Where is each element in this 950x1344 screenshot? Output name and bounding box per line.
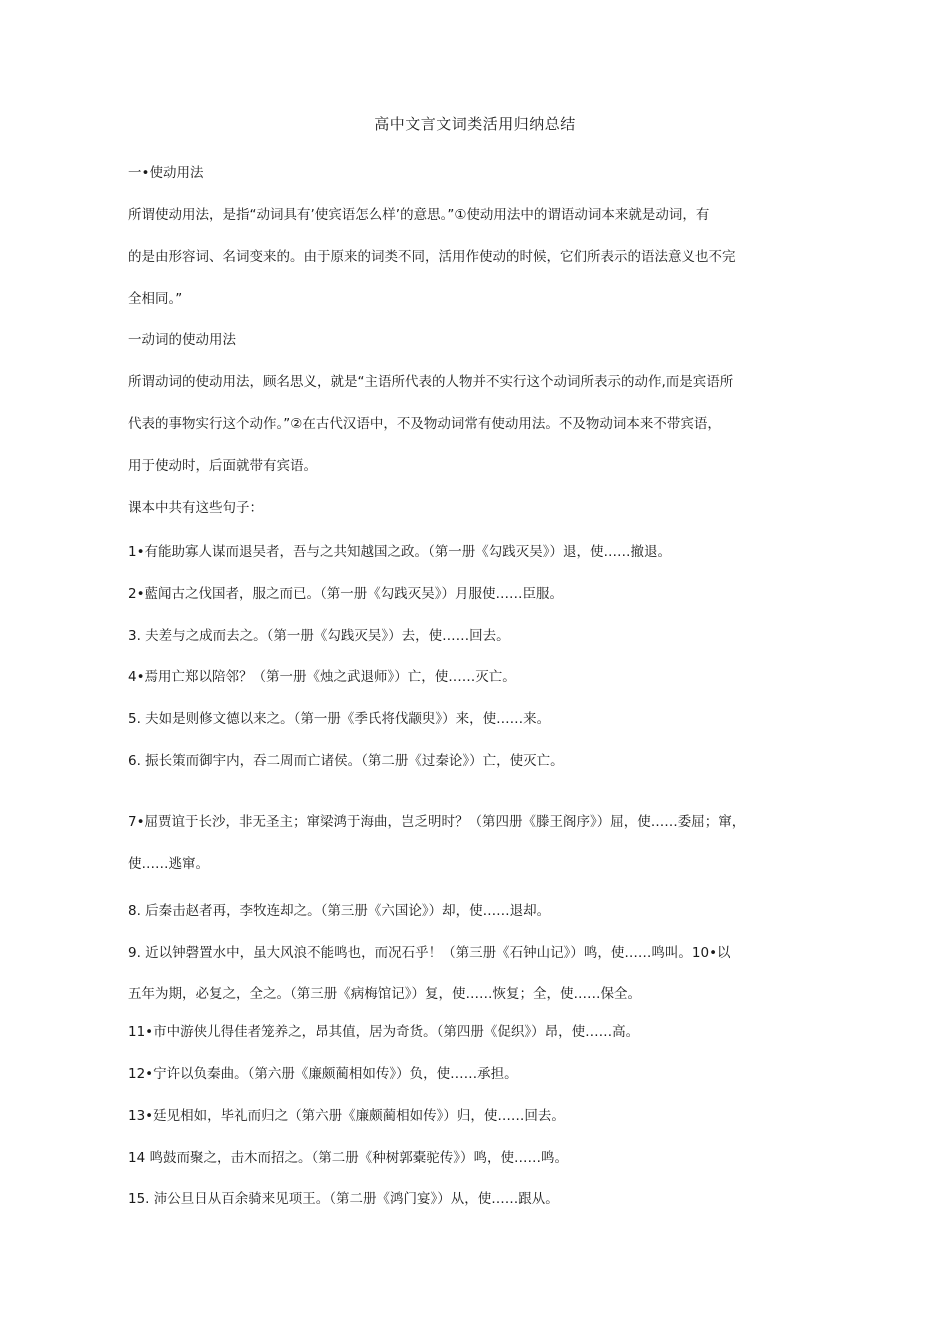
example-item-continued: 五年为期，必复之，全之。（第三册《病梅馆记》）复，使……恢复；全，使……保全。 — [128, 986, 641, 1002]
paragraph-line: 全相同。” — [128, 291, 183, 307]
paragraph-line: 代表的事物实行这个动作。”②在古代汉语中，不及物动词常有使动用法。不及物动词本来不带宾语， — [128, 416, 721, 432]
example-item: 14 鸣鼓而聚之，击木而招之。（第二册《种树郭橐驼传》）鸣，使……鸣。 — [128, 1150, 568, 1166]
paragraph-line: 的是由形容词、名词变来的。由于原来的词类不同，活用作使动的时候，它们所表示的语法意义也不完 — [128, 249, 736, 265]
example-item: 6. 振长策而御宇内，吞二周而亡诸侯。（第二册《过秦论》）亡，使灭亡。 — [128, 753, 564, 769]
example-item: 7•屈贾谊于长沙，非无圣主；窜梁鸿于海曲，岂乏明时？（第四册《滕王阁序》）屈，使……委屈；窜， — [128, 814, 746, 830]
example-item: 15. 沛公旦日从百余骑来见项王。（第二册《鸿门宴》）从，使……跟从。 — [128, 1191, 559, 1207]
paragraph-line: 课本中共有这些句子： — [128, 500, 263, 516]
example-item: 4•焉用亡郑以陪邻？（第一册《烛之武退师》）亡，使……灭亡。 — [128, 669, 516, 685]
section-heading: 一•使动用法 — [128, 165, 204, 181]
paragraph-line: 所谓使动用法，是指“动词具有’使宾语怎么样’的意思。”①使动用法中的谓语动词本来就是动词，有 — [128, 207, 710, 223]
example-item: 3. 夫差与之成而去之。（第一册《勾践灭吴》）去，使……回去。 — [128, 628, 510, 644]
example-item: 9. 近以钟磬置水中，虽大风浪不能鸣也，而况石乎！（第三册《石钟山记》）鸣，使……鸣叫。10•以 — [128, 945, 731, 961]
subsection-heading: 一动词的使动用法 — [128, 332, 236, 348]
example-item: 12•宁许以负秦曲。（第六册《廉颇蔺相如传》）负，使……承担。 — [128, 1066, 518, 1082]
example-item: 1•有能助寡人谋而退吴者，吾与之共知越国之政。（第一册《勾践灭吴》）退，使……撤退。 — [128, 544, 672, 560]
example-item: 8. 后秦击赵者再，李牧连却之。（第三册《六国论》）却，使……退却。 — [128, 903, 551, 919]
document-title: 高中文言文词类活用归纳总结 — [374, 115, 576, 133]
paragraph-line: 所谓动词的使动用法，顾名思义，就是“主语所代表的人物并不实行这个动词所表示的动作,而是宾语所 — [128, 374, 734, 390]
example-item: 2•藍闻古之伐国者，服之而已。（第一册《勾践灭吴》）月服使……臣服。 — [128, 586, 564, 602]
example-item: 13•廷见相如，毕礼而归之（第六册《廉颇蔺相如传》）归，使……回去。 — [128, 1108, 565, 1124]
example-item-continued: 使……逃窜。 — [128, 856, 209, 872]
example-item: 5. 夫如是则修文德以来之。（第一册《季氏将伐颛臾》）来，使……来。 — [128, 711, 551, 727]
example-item: 11•市中游侠儿得佳者笼养之，昂其值，居为奇货。（第四册《促织》）昂，使……高。 — [128, 1024, 640, 1040]
paragraph-line: 用于使动时，后面就带有宾语。 — [128, 458, 317, 474]
